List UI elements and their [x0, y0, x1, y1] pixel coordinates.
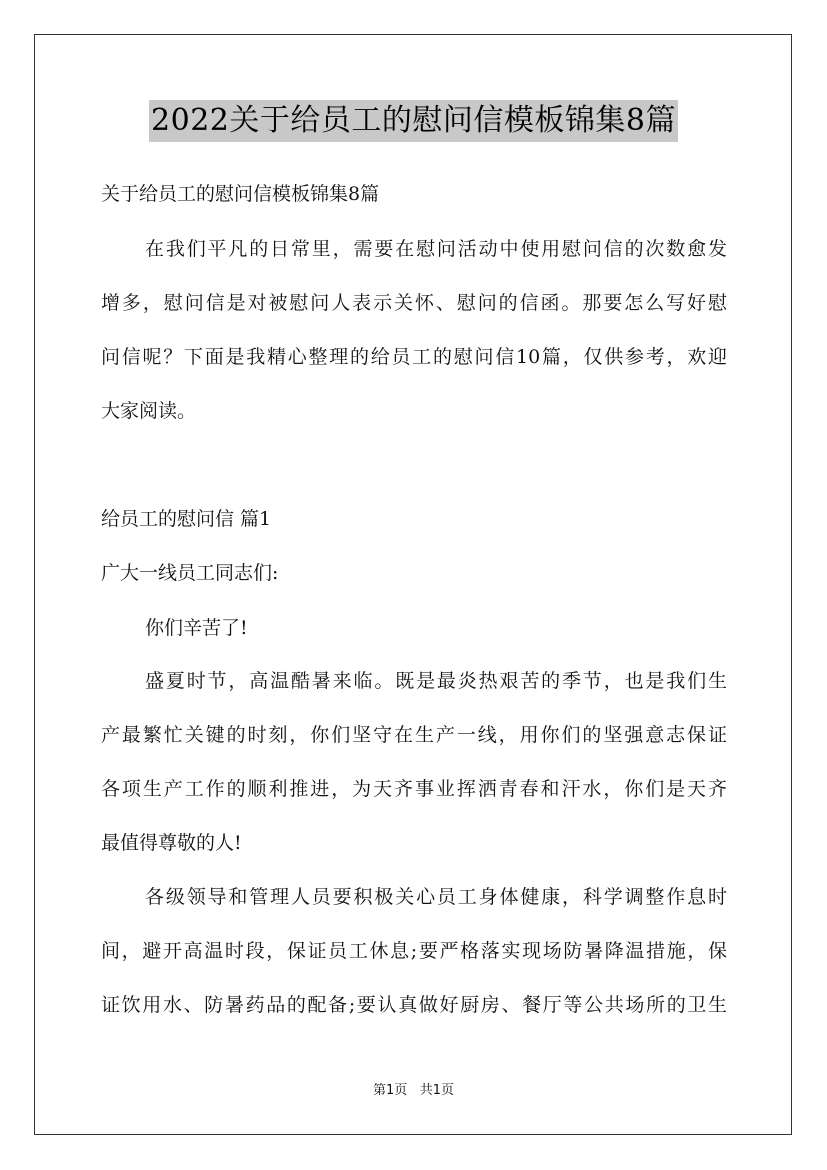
- paragraph-line: 间，避开高温时段，保证员工休息;要严格落实现场防暑降温措施，保: [101, 940, 727, 962]
- intro-line: 问信呢？下面是我精心整理的给员工的慰问信10篇，仅供参考，欢迎: [101, 346, 727, 368]
- paragraph-line: 证饮用水、防暑药品的配备;要认真做好厨房、餐厅等公共场所的卫生: [101, 994, 727, 1016]
- paragraph-line: 产最繁忙关键的时刻，你们坚守在生产一线，用你们的坚强意志保证: [101, 724, 727, 746]
- document-title: 2022关于给员工的慰问信模板锦集8篇: [149, 100, 678, 142]
- paragraph-line: 盛夏时节，高温酷暑来临。既是最炎热艰苦的季节，也是我们生: [145, 670, 727, 692]
- paragraph-line: 各项生产工作的顺利推进，为天齐事业挥洒青春和汗水，你们是天齐: [101, 778, 727, 800]
- title-container: [0, 100, 827, 142]
- page-number: 第1页: [373, 1083, 408, 1098]
- greeting: 你们辛苦了!: [145, 617, 248, 639]
- section-heading: 给员工的慰问信 篇1: [101, 508, 272, 530]
- intro-line: 增多，慰问信是对被慰问人表示关怀、慰问的信函。那要怎么写好慰: [101, 292, 727, 314]
- intro-line: 在我们平凡的日常里，需要在慰问活动中使用慰问信的次数愈发: [145, 238, 727, 260]
- document-subtitle: 关于给员工的慰问信模板锦集8篇: [101, 183, 380, 205]
- intro-line: 大家阅读。: [101, 400, 197, 422]
- page-total: 共1页: [419, 1083, 454, 1098]
- salutation: 广大一线员工同志们:: [101, 562, 279, 584]
- paragraph-line: 各级领导和管理人员要积极关心员工身体健康，科学调整作息时: [145, 886, 727, 908]
- page-footer: [0, 1082, 827, 1100]
- paragraph-line: 最值得尊敬的人!: [101, 832, 242, 854]
